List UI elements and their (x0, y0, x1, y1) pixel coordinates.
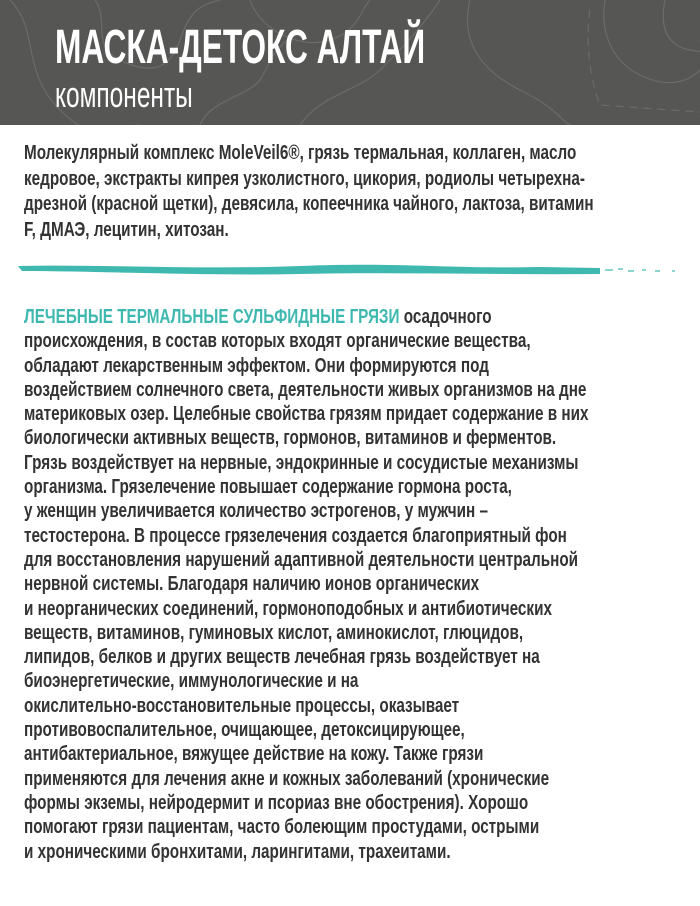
description-text (24, 305, 700, 864)
header-banner (0, 0, 700, 125)
description-line: помогают грязи пациентам, часто болеющим простудами, острыми (24, 815, 540, 839)
components-line: F, ДМАЭ, лецитин, хитозан. (24, 217, 229, 241)
description-line: для восстановления нарушений адаптивной деятельности центральной (24, 547, 579, 571)
description-line: материковых озер. Целебные свойства грязям придает содержание в них (24, 402, 589, 426)
brush-stroke-divider (0, 258, 700, 282)
description-line: веществ, витаминов, гуминовых кислот, аминокислот, глюцидов, (24, 620, 524, 644)
description-first-line-rest: осадочного (399, 305, 492, 328)
description-line: у женщин увеличивается количество эстрогенов, у мужчин – (24, 499, 488, 523)
description-line: биоэнергетические, иммунологические и на (24, 669, 359, 693)
description-line: происхождения, в состав которых входят органические вещества, (24, 329, 531, 353)
page-title: МАСКА-ДЕТОКС АЛТАЙ (55, 21, 426, 74)
description-line: организма. Грязелечение повышает содержание гормона роста, (24, 475, 512, 499)
description-highlight: ЛЕЧЕБНЫЕ ТЕРМАЛЬНЫЕ СУЛЬФИДНЫЕ ГРЯЗИ (24, 305, 400, 328)
description-line: нервной системы. Благодаря наличию ионов органических (24, 572, 480, 596)
components-list (24, 140, 700, 242)
description-line: формы экземы, нейродермит и псориаз вне обострения). Хорошо (24, 790, 529, 814)
page-subtitle: компоненты (55, 74, 193, 115)
components-line: дрезной (красной щетки), девясила, копеечника чайного, лактоза, витамин (24, 192, 594, 215)
description-line: противовоспалительное, очищающее, детоксицирующее, (24, 718, 465, 742)
components-line: кедровое, экстракты кипрея узколистного, цикория, родиолы четырехна- (24, 166, 585, 190)
description-line: биологически активных веществ, гормонов, витаминов и ферментов. (24, 426, 557, 450)
description-line: и хроническими бронхитами, ларингитами, трахеитами. (24, 839, 451, 863)
description-line: антибактериальное, вяжущее действие на кожу. Также грязи (24, 742, 484, 766)
description-line: липидов, белков и других веществ лечебная грязь воздействует на (24, 645, 540, 669)
description-line: обладают лекарственным эффектом. Они формируются под (24, 353, 489, 377)
description-line: тестостерона. В процессе грязелечения создается благоприятный фон (24, 523, 567, 547)
components-line: Молекулярный комплекс MoleVeil6®, грязь термальная, коллаген, масло (24, 141, 577, 164)
description-line: применяются для лечения акне и кожных заболеваний (хронические (24, 766, 550, 790)
description-line: Грязь воздействует на нервные, эндокринные и сосудистые механизмы (24, 450, 579, 474)
description-line: окислительно-восстановительные процессы, оказывает (24, 693, 460, 717)
description-first-line (24, 305, 589, 329)
description-line: и неорганических соединений, гормоноподобных и антибиотических (24, 596, 552, 620)
description-line: воздействием солнечного света, деятельности живых организмов на дне (24, 377, 587, 401)
